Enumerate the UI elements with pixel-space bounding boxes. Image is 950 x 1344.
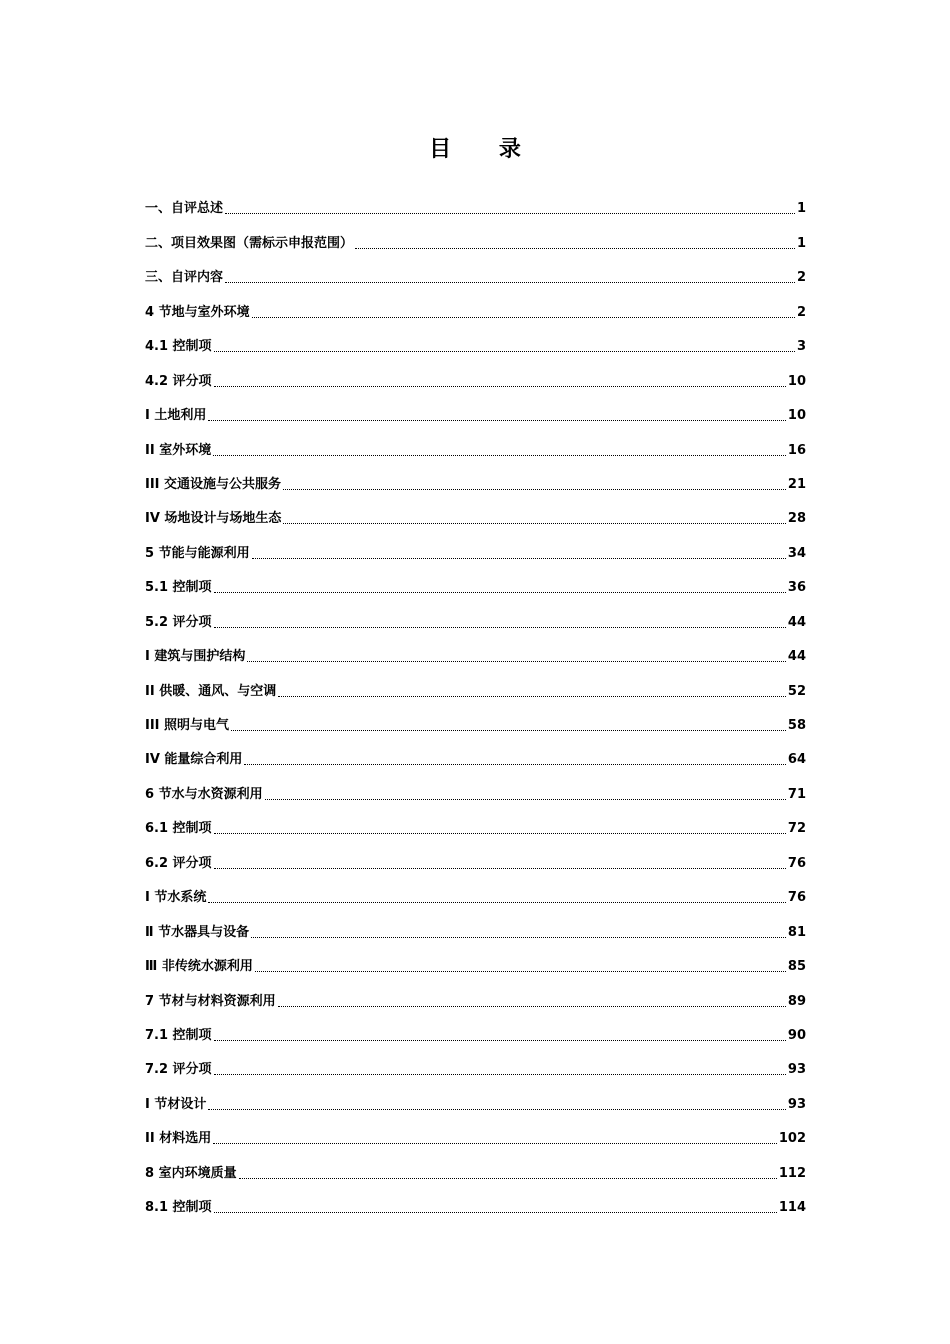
toc-entry-page-number: 64 [787, 752, 806, 768]
toc-entry-page-number: 16 [787, 442, 806, 458]
toc-dot-leader [214, 1212, 777, 1213]
toc-entry-label: I 节材设计 [145, 1096, 207, 1112]
toc-dot-leader [251, 937, 786, 938]
toc-dot-leader [247, 661, 786, 662]
toc-dot-leader [283, 489, 786, 490]
toc-entry-label: 4 节地与室外环境 [145, 304, 250, 320]
toc-entry[interactable] [145, 805, 806, 839]
toc-entry-page-number: 93 [787, 1062, 806, 1078]
toc-dot-leader [355, 248, 795, 249]
toc-entry-page-number: 76 [787, 890, 806, 906]
toc-entry[interactable] [145, 426, 806, 460]
toc-entry[interactable] [145, 1012, 806, 1046]
toc-entry-page-number: 90 [787, 1027, 806, 1043]
toc-entry[interactable] [145, 1080, 806, 1114]
toc-entry[interactable] [145, 323, 806, 357]
toc-entry-page-number: 81 [787, 924, 806, 940]
toc-entry-page-number: 71 [787, 786, 806, 802]
toc-dot-leader [225, 282, 795, 283]
toc-entry-label: 5.2 评分项 [145, 614, 212, 630]
toc-dot-leader [214, 386, 786, 387]
toc-entry[interactable] [145, 495, 806, 529]
toc-entry[interactable] [145, 461, 806, 495]
toc-dot-leader [255, 971, 786, 972]
toc-entry-page-number: 112 [778, 1165, 806, 1181]
toc-entry[interactable] [145, 219, 806, 253]
toc-entry[interactable] [145, 667, 806, 701]
toc-entry-page-number: 93 [787, 1096, 806, 1112]
toc-entry-label: 三、自评内容 [145, 270, 224, 286]
toc-entry-page-number: 10 [787, 408, 806, 424]
toc-entry[interactable] [145, 288, 806, 322]
toc-entry[interactable] [145, 254, 806, 288]
toc-entry-page-number: 76 [787, 855, 806, 871]
toc-entry-label: Ⅲ 非传统水源利用 [145, 959, 253, 975]
toc-entry-label: 一、自评总述 [145, 201, 224, 217]
toc-dot-leader [214, 1040, 786, 1041]
toc-dot-leader [214, 351, 795, 352]
toc-dot-leader [252, 558, 786, 559]
toc-entry-page-number: 34 [787, 545, 806, 561]
toc-list [145, 185, 806, 1218]
toc-entry-label: 7.1 控制项 [145, 1027, 212, 1043]
toc-entry[interactable] [145, 1115, 806, 1149]
toc-entry[interactable] [145, 598, 806, 632]
toc-entry[interactable] [145, 908, 806, 942]
toc-entry-label: 8.1 控制项 [145, 1200, 212, 1216]
toc-entry-label: 8 室内环境质量 [145, 1165, 237, 1181]
toc-entry[interactable] [145, 736, 806, 770]
toc-entry[interactable] [145, 185, 806, 219]
toc-dot-leader [213, 455, 786, 456]
toc-entry-label: I 建筑与围护结构 [145, 649, 246, 665]
toc-entry-label: IV 能量综合利用 [145, 752, 243, 768]
toc-entry[interactable] [145, 1184, 806, 1218]
toc-entry-label: III 交通设施与公共服务 [145, 476, 282, 492]
toc-entry-page-number: 28 [787, 511, 806, 527]
toc-dot-leader [283, 523, 785, 524]
toc-dot-leader [208, 420, 786, 421]
toc-dot-leader [265, 799, 786, 800]
toc-entry-page-number: 36 [787, 580, 806, 596]
toc-entry-page-number: 10 [787, 373, 806, 389]
toc-entry-page-number: 1 [796, 201, 806, 217]
toc-entry-label: 二、项目效果图（需标示申报范围） [145, 235, 354, 251]
toc-entry[interactable] [145, 874, 806, 908]
toc-entry-label: 5 节能与能源利用 [145, 545, 250, 561]
toc-entry[interactable] [145, 943, 806, 977]
toc-entry-page-number: 72 [787, 821, 806, 837]
toc-dot-leader [225, 213, 795, 214]
toc-entry-page-number: 89 [787, 993, 806, 1009]
toc-entry-label: II 供暖、通风、与空调 [145, 683, 277, 699]
toc-dot-leader [214, 833, 786, 834]
toc-entry-label: II 材料选用 [145, 1131, 212, 1147]
toc-entry[interactable] [145, 702, 806, 736]
toc-entry-label: II 室外环境 [145, 442, 212, 458]
toc-dot-leader [278, 696, 786, 697]
toc-dot-leader [208, 1109, 786, 1110]
toc-dot-leader [239, 1178, 777, 1179]
toc-entry[interactable] [145, 1149, 806, 1183]
toc-entry-label: I 土地利用 [145, 408, 207, 424]
toc-entry-label: 6 节水与水资源利用 [145, 786, 263, 802]
toc-entry-page-number: 58 [787, 718, 806, 733]
toc-entry-page-number: 2 [796, 270, 806, 286]
toc-dot-leader [244, 764, 785, 765]
toc-entry-label: 6.1 控制项 [145, 821, 212, 837]
toc-entry-page-number: 85 [787, 959, 806, 975]
toc-dot-leader [231, 730, 786, 731]
toc-entry-page-number: 44 [787, 614, 806, 630]
toc-entry-label: Ⅰ 节水系统 [145, 890, 207, 906]
toc-entry-page-number: 114 [778, 1200, 806, 1216]
toc-dot-leader [278, 1006, 786, 1007]
toc-dot-leader [214, 1074, 786, 1075]
toc-entry[interactable] [145, 529, 806, 563]
toc-entry[interactable] [145, 392, 806, 426]
toc-entry-page-number: 3 [796, 339, 806, 355]
toc-entry[interactable] [145, 977, 806, 1011]
toc-entry-page-number: 102 [778, 1131, 806, 1147]
toc-dot-leader [214, 592, 786, 593]
toc-entry-label: 4.2 评分项 [145, 373, 212, 389]
toc-dot-leader [213, 1143, 777, 1144]
toc-entry-label: III 照明与电气 [145, 718, 230, 733]
toc-entry[interactable] [145, 357, 806, 391]
toc-dot-leader [214, 627, 786, 628]
toc-title: 目 录 [429, 137, 541, 162]
toc-dot-leader [208, 902, 786, 903]
toc-entry-page-number: 2 [796, 304, 806, 320]
toc-entry-label: Ⅱ 节水器具与设备 [145, 924, 250, 940]
toc-entry-page-number: 1 [796, 235, 806, 251]
toc-entry[interactable] [145, 770, 806, 804]
toc-entry[interactable] [145, 564, 806, 598]
toc-entry[interactable] [145, 633, 806, 667]
toc-entry[interactable] [145, 1046, 806, 1080]
toc-dot-leader [214, 868, 786, 869]
toc-entry[interactable] [145, 839, 806, 873]
toc-dot-leader [252, 317, 795, 318]
toc-entry-page-number: 44 [787, 649, 806, 665]
toc-entry-label: 5.1 控制项 [145, 580, 212, 596]
toc-entry-page-number: 21 [787, 476, 806, 492]
toc-entry-label: IV 场地设计与场地生态 [145, 511, 282, 527]
toc-entry-page-number: 52 [787, 683, 806, 699]
toc-entry-label: 7 节材与材料资源利用 [145, 993, 276, 1009]
toc-entry-label: 4.1 控制项 [145, 339, 212, 355]
toc-entry-label: 6.2 评分项 [145, 855, 212, 871]
toc-entry-label: 7.2 评分项 [145, 1062, 212, 1078]
